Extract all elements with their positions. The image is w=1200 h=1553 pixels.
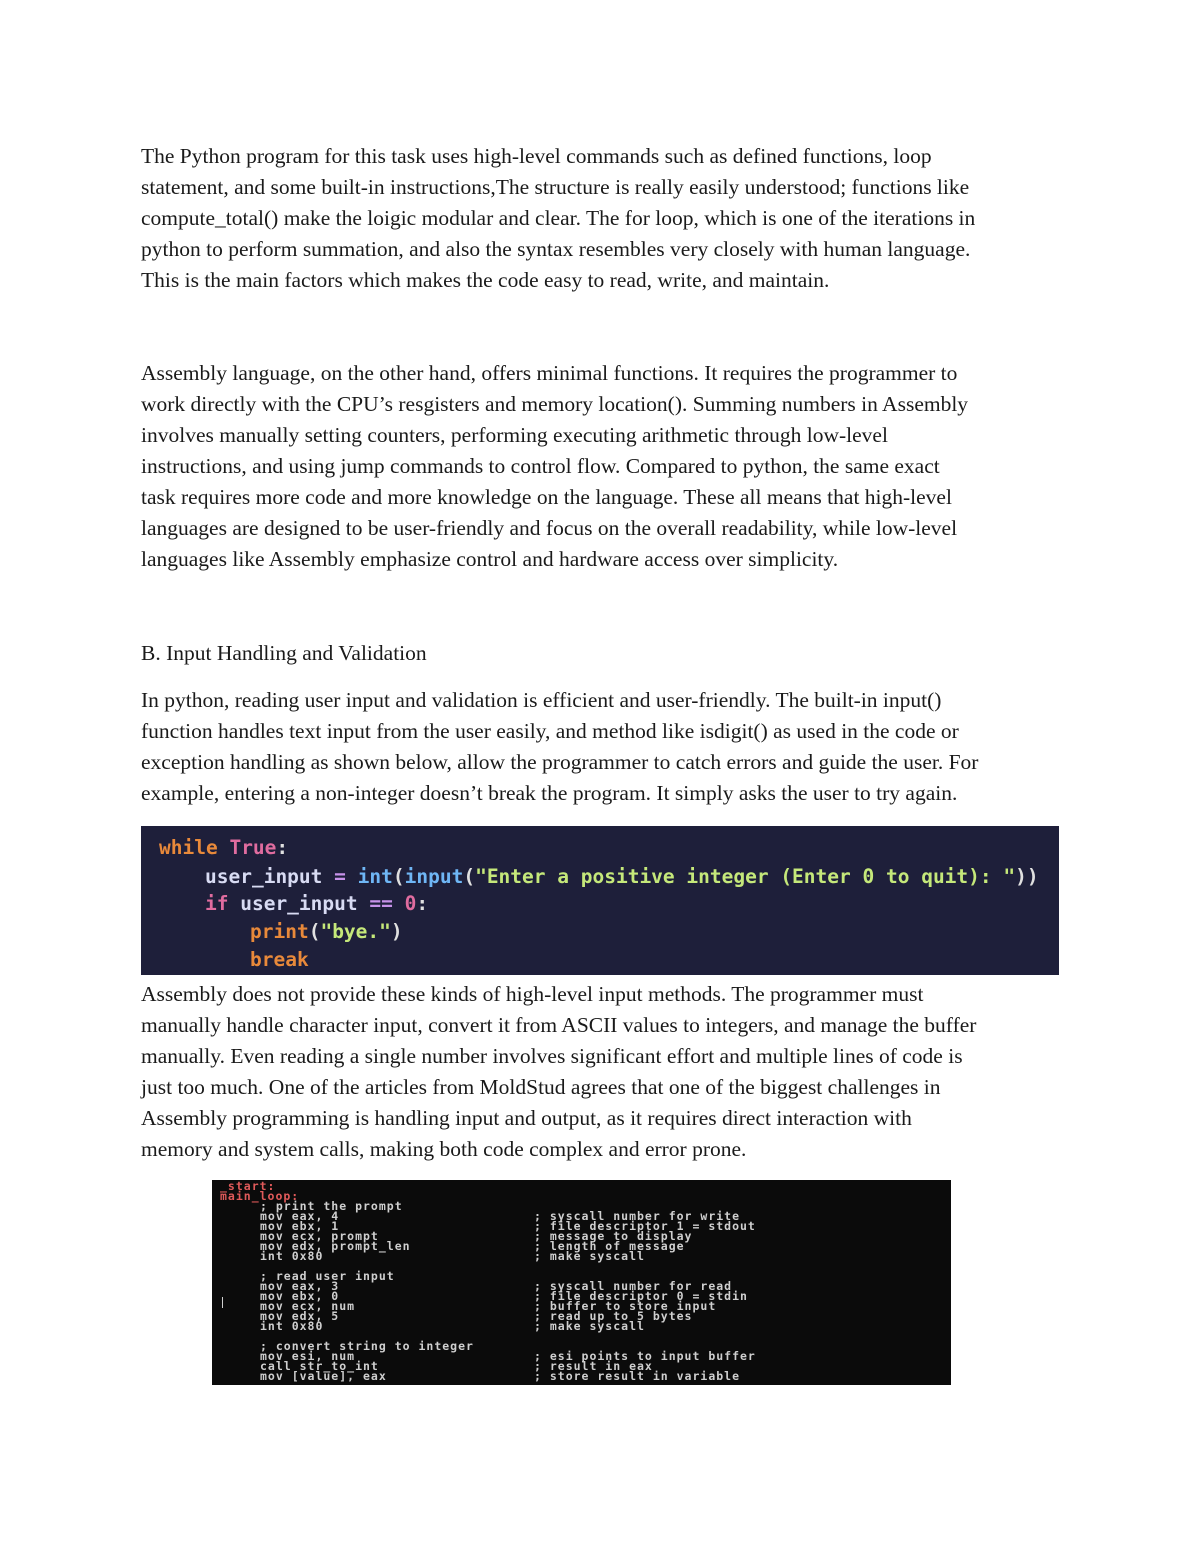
asm-comment: ; read up to 5 bytes	[534, 1309, 693, 1323]
asm-comment: ; esi points to input buffer	[534, 1349, 756, 1363]
text-line: manually handle character input, convert it from ASCII values to integers, and manage the buffer	[141, 1013, 977, 1037]
asm-instruction: mov eax, 3	[260, 1279, 340, 1293]
text-line: instructions, and using jump commands to control flow. Compared to python, the same exact	[141, 454, 940, 478]
code-token: break	[250, 948, 309, 971]
code-line	[205, 863, 1039, 891]
asm-comment: ; syscall number for read	[534, 1279, 733, 1293]
text-line: In python, reading user input and validation is efficient and user-friendly. The built-in input()	[141, 688, 942, 712]
text-line: just too much. One of the articles from MoldStud agrees that one of the biggest challenges in	[141, 1075, 941, 1099]
asm-instruction: mov esi, num	[260, 1349, 356, 1363]
code-token: int	[357, 865, 393, 888]
text-line: Assembly programming is handling input and output, as it requires direct interaction with	[141, 1106, 912, 1130]
paragraph-assembly-comparison	[141, 358, 1066, 575]
text-line: memory and system calls, making both code complex and error prone.	[141, 1137, 747, 1161]
asm-instruction: int 0x80	[260, 1319, 324, 1333]
asm-instruction: mov ecx, num	[260, 1299, 356, 1313]
python-code-screenshot	[141, 826, 1059, 975]
text-line: languages like Assembly emphasize control and hardware access over simplicity.	[141, 547, 839, 571]
text-line: involves manually setting counters, performing executing arithmetic through low-level	[141, 423, 888, 447]
code-token: print	[250, 920, 309, 943]
asm-comment: ; message to display	[534, 1229, 693, 1243]
asm-instruction: ; print the prompt	[260, 1199, 403, 1213]
paragraph-assembly-input	[141, 979, 1066, 1165]
asm-instruction: mov ebx, 0	[260, 1289, 340, 1303]
code-token: )	[390, 920, 403, 943]
asm-instruction: mov eax, 4	[260, 1209, 340, 1223]
asm-comment: ; syscall number for write	[534, 1209, 741, 1223]
code-token: input	[404, 865, 464, 888]
code-token: True	[229, 836, 277, 859]
asm-instruction: ; read user input	[260, 1269, 395, 1283]
code-line	[250, 946, 309, 974]
text-line: statement, and some built-in instructions,The structure is really easily understood; functions like	[141, 175, 970, 199]
code-token: while	[159, 836, 218, 859]
code-line	[205, 890, 428, 918]
code-token: (	[463, 865, 476, 888]
code-token: (	[392, 865, 405, 888]
code-token: user_input	[205, 865, 323, 888]
code-token: =	[322, 865, 358, 888]
assembly-code-screenshot	[212, 1180, 951, 1385]
code-token: ))	[1015, 865, 1039, 888]
asm-instruction: int 0x80	[260, 1249, 324, 1263]
text-line: python to perform summation, and also the syntax resembles very closely with human language.	[141, 237, 971, 261]
text-line: task requires more code and more knowledge on the language. These all means that high-level	[141, 485, 952, 509]
asm-comment: ; file descriptor 0 = stdin	[534, 1289, 748, 1303]
asm-comment: ; result in eax	[534, 1359, 653, 1373]
asm-instruction: mov [value], eax	[260, 1369, 387, 1383]
paragraph-python-structure	[141, 141, 1066, 296]
asm-comment: ; make syscall	[534, 1319, 645, 1333]
text-line: This is the main factors which makes the code easy to read, write, and maintain.	[141, 268, 830, 292]
asm-instruction: mov edx, prompt_len	[260, 1239, 411, 1253]
code-token: (	[308, 920, 321, 943]
text-line: example, entering a non-integer doesn’t break the program. It simply asks the user to try again.	[141, 781, 958, 805]
text-line: languages are designed to be user-friendly and focus on the overall readability, while low-level	[141, 516, 958, 540]
paragraph-python-input	[141, 685, 1066, 809]
text-line: compute_total() make the loigic modular and clear. The for loop, which is one of the iterations in	[141, 206, 976, 230]
text-line: exception handling as shown below, allow the programmer to catch errors and guide the user. For	[141, 750, 979, 774]
code-token: ==	[369, 892, 393, 915]
text-line: The Python program for this task uses high-level commands such as defined functions, loop	[141, 144, 932, 168]
text-cursor-mark	[222, 1297, 223, 1308]
asm-comment: ; buffer to store input	[534, 1299, 717, 1313]
code-line	[159, 834, 288, 862]
asm-instruction: call str_to_int	[260, 1359, 379, 1373]
text-line: work directly with the CPU’s resgisters and memory location(). Summing numbers in Assembly	[141, 392, 969, 416]
asm-comment: ; make syscall	[534, 1249, 645, 1263]
code-token: 0	[392, 892, 417, 915]
code-line	[250, 918, 403, 946]
code-token: user_input	[228, 892, 370, 915]
section-heading-b: B. Input Handling and Validation	[141, 641, 427, 665]
asm-label: _start:	[220, 1179, 276, 1193]
asm-instruction: ; convert string to integer	[260, 1339, 474, 1353]
code-token: "bye."	[320, 920, 391, 943]
asm-label: main_loop:	[220, 1189, 300, 1203]
asm-comment: ; length of message	[534, 1239, 685, 1253]
text-line: manually. Even reading a single number involves significant effort and multiple lines of code is	[141, 1044, 963, 1068]
code-token: if	[205, 892, 229, 915]
asm-comment: ; file descriptor 1 = stdout	[534, 1219, 756, 1233]
code-token: "Enter a positive integer (Enter 0 to quit): "	[475, 865, 1016, 888]
text-line: Assembly language, on the other hand, offers minimal functions. It requires the programmer to	[141, 361, 958, 385]
code-token: :	[416, 892, 429, 915]
text-line: Assembly does not provide these kinds of high-level input methods. The programmer must	[141, 982, 924, 1006]
asm-instruction: mov ecx, prompt	[260, 1229, 379, 1243]
asm-instruction: mov edx, 5	[260, 1309, 340, 1323]
code-token: :	[276, 836, 289, 859]
asm-instruction: mov ebx, 1	[260, 1219, 340, 1233]
text-line: function handles text input from the user easily, and method like isdigit() as used in the code or	[141, 719, 959, 743]
asm-comment: ; store result in variable	[534, 1369, 741, 1383]
